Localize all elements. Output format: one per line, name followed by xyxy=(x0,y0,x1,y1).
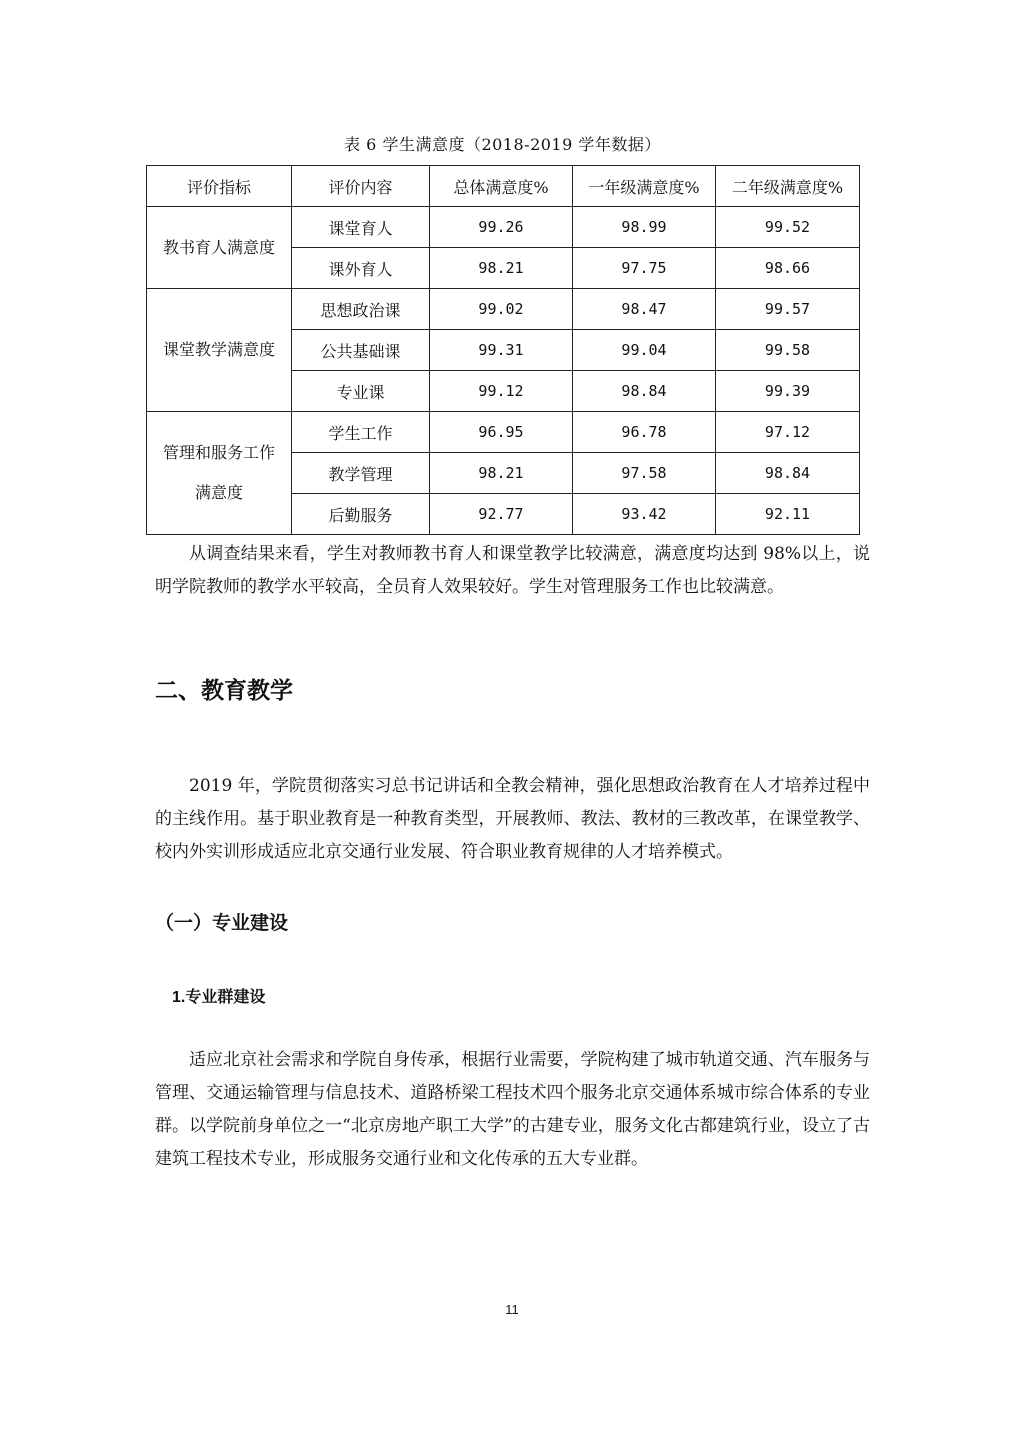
grade1-cell: 97.58 xyxy=(573,453,716,494)
table-row xyxy=(147,289,860,330)
group-cell-teaching: 教书育人满意度 xyxy=(147,207,292,289)
grade1-cell: 98.47 xyxy=(573,289,716,330)
table-row xyxy=(147,207,860,248)
header-overall: 总体满意度% xyxy=(430,166,573,207)
subsection-heading: （一）专业建设 xyxy=(155,912,289,934)
grade2-cell: 97.12 xyxy=(716,412,860,453)
table-caption: 表 6 学生满意度（2018-2019 学年数据） xyxy=(344,135,661,154)
overall-cell: 99.02 xyxy=(430,289,573,330)
overall-cell: 99.26 xyxy=(430,207,573,248)
overall-cell: 92.77 xyxy=(430,494,573,535)
grade1-cell: 99.04 xyxy=(573,330,716,371)
grade2-cell: 99.57 xyxy=(716,289,860,330)
header-grade1: 一年级满意度% xyxy=(573,166,716,207)
grade1-cell: 96.78 xyxy=(573,412,716,453)
group-name-line2: 满意度 xyxy=(194,483,243,502)
group-paragraph: 适应北京社会需求和学院自身传承，根据行业需要，学院构建了城市轨道交通、汽车服务与管理、交通运输管理与信息技术、道路桥梁工程技术四个服务北京交通体系城市综合体系的专业群。以学院前身单位之一“北京房地产职工大学”的古建专业，服务文化古都建筑行业，设立了古建筑工程技术专业，形成服务交通行业和文化传承的五大专业群。 xyxy=(155,1050,870,1169)
item-cell: 后勤服务 xyxy=(292,494,430,535)
grade2-cell: 98.66 xyxy=(716,248,860,289)
overall-cell: 96.95 xyxy=(430,412,573,453)
item-cell: 思想政治课 xyxy=(292,289,430,330)
group-name-line1: 管理和服务工作 xyxy=(162,443,275,462)
header-grade2: 二年级满意度% xyxy=(716,166,860,207)
grade2-cell: 99.39 xyxy=(716,371,860,412)
satisfaction-table xyxy=(146,165,860,535)
grade1-cell: 98.99 xyxy=(573,207,716,248)
overall-cell: 99.31 xyxy=(430,330,573,371)
overall-cell: 98.21 xyxy=(430,248,573,289)
item-cell: 专业课 xyxy=(292,371,430,412)
subsubsection-heading: 1.专业群建设 xyxy=(172,989,266,1006)
grade2-cell: 98.84 xyxy=(716,453,860,494)
header-content: 评价内容 xyxy=(292,166,430,207)
grade2-cell: 99.52 xyxy=(716,207,860,248)
item-cell: 教学管理 xyxy=(292,453,430,494)
grade1-cell: 93.42 xyxy=(573,494,716,535)
section-heading: 二、教育教学 xyxy=(155,678,293,704)
overall-cell: 99.12 xyxy=(430,371,573,412)
grade2-cell: 92.11 xyxy=(716,494,860,535)
grade1-cell: 97.75 xyxy=(573,248,716,289)
intro-paragraph: 2019 年，学院贯彻落实习总书记讲话和全教会精神，强化思想政治教育在人才培养过程中的主线作用。基于职业教育是一种教育类型，开展教师、教法、教材的三教改革，在课堂教学、校内外实训形成适应北京交通行业发展、符合职业教育规律的人才培养模式。 xyxy=(155,776,870,862)
item-cell: 学生工作 xyxy=(292,412,430,453)
item-cell: 课堂育人 xyxy=(292,207,430,248)
group-cell-management xyxy=(147,412,292,535)
page-number: 11 xyxy=(505,1302,519,1317)
item-cell: 课外育人 xyxy=(292,248,430,289)
overall-cell: 98.21 xyxy=(430,453,573,494)
group-cell-classroom: 课堂教学满意度 xyxy=(147,289,292,412)
table-header-row xyxy=(147,166,860,207)
header-indicator: 评价指标 xyxy=(147,166,292,207)
table-row xyxy=(147,412,860,453)
grade1-cell: 98.84 xyxy=(573,371,716,412)
grade2-cell: 99.58 xyxy=(716,330,860,371)
summary-paragraph: 从调查结果来看，学生对教师教书育人和课堂教学比较满意，满意度均达到 98%以上，说明学院教师的教学水平较高，全员育人效果较好。学生对管理服务工作也比较满意。 xyxy=(155,544,870,597)
item-cell: 公共基础课 xyxy=(292,330,430,371)
